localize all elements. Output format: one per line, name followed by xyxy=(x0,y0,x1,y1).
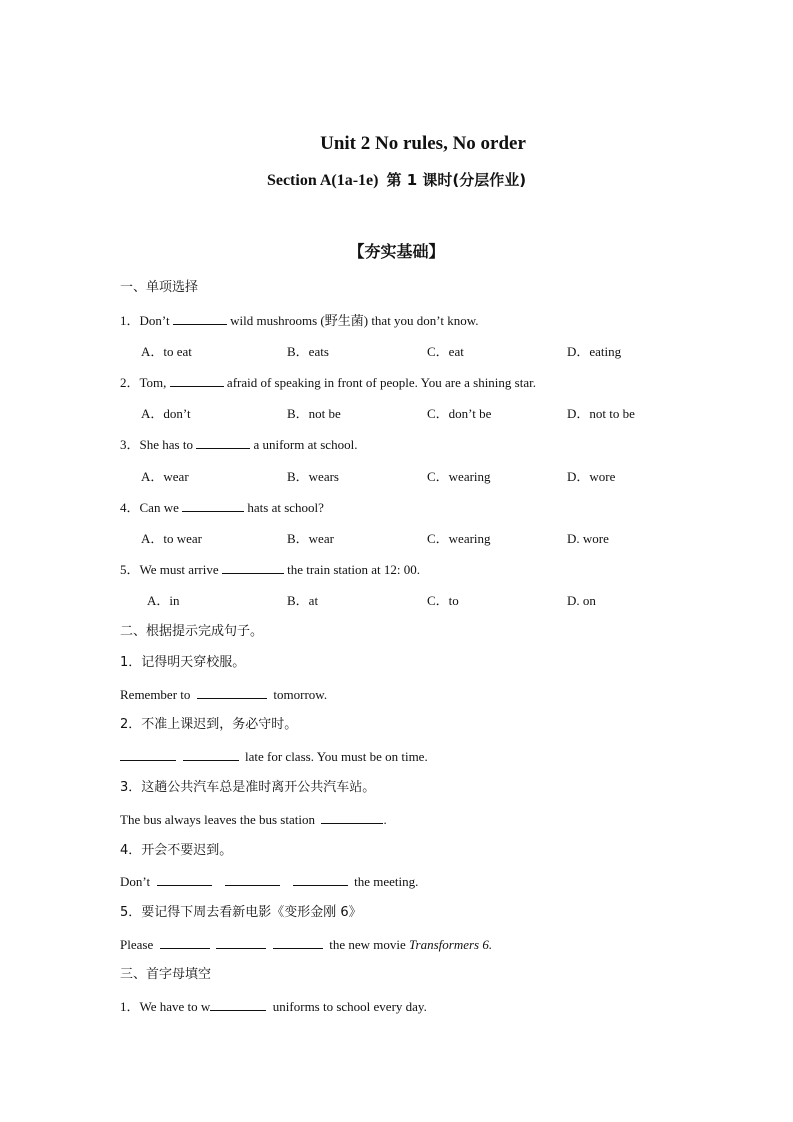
question-2: 2．Tom, afraid of speaking in front of people. You are a shining star. xyxy=(120,375,536,390)
prompt-4: 4．开会不要迟到。 xyxy=(120,843,233,858)
answer-blank[interactable] xyxy=(170,375,224,387)
answer-blank[interactable] xyxy=(225,874,280,886)
answer-blank[interactable] xyxy=(293,874,348,886)
prompt-2: 2．不准上课迟到，务必守时。 xyxy=(120,717,298,732)
sentence-4: Don’t the meeting. xyxy=(120,874,419,889)
part3-heading: 三、首字母填空 xyxy=(120,967,212,982)
option-b[interactable]: B．eats xyxy=(287,344,329,359)
question-1: 1．Don’t wild mushrooms (野生菌) that you don’t know. xyxy=(120,313,479,328)
answer-blank[interactable] xyxy=(183,749,239,761)
answer-blank[interactable] xyxy=(222,562,284,574)
section-heading: 【夯实基础】 xyxy=(348,242,445,261)
option-d[interactable]: D. wore xyxy=(567,531,609,546)
option-a[interactable]: A．wear xyxy=(141,469,189,484)
fill-item-1: 1．We have to w uniforms to school every day. xyxy=(120,999,427,1014)
answer-blank[interactable] xyxy=(120,749,176,761)
answer-blank[interactable] xyxy=(197,687,267,699)
answer-blank[interactable] xyxy=(210,999,266,1011)
option-c[interactable]: C．wearing xyxy=(427,469,491,484)
option-d[interactable]: D．not to be xyxy=(567,406,635,421)
sentence-5: Please the new movie Transformers 6. xyxy=(120,937,493,952)
subtitle-section: Section A(1a-1e) xyxy=(266,172,379,189)
subtitle-lesson: 第 1 课时(分层作业) xyxy=(386,171,527,189)
option-a[interactable]: A．in xyxy=(147,593,180,608)
option-c[interactable]: C．don’t be xyxy=(427,406,492,421)
prompt-3: 3．这趟公共汽车总是准时离开公共汽车站。 xyxy=(120,780,376,795)
answer-blank[interactable] xyxy=(160,937,210,949)
question-4: 4．Can we hats at school? xyxy=(120,500,324,515)
answer-blank[interactable] xyxy=(273,937,323,949)
page-subtitle xyxy=(0,170,793,191)
option-d[interactable]: D. on xyxy=(567,593,596,608)
prompt-1: 1．记得明天穿校服。 xyxy=(120,655,246,670)
movie-title: Transformers 6. xyxy=(409,937,493,952)
option-a[interactable]: A．don’t xyxy=(141,406,191,421)
sentence-2: late for class. You must be on time. xyxy=(120,749,428,765)
option-d[interactable]: D．eating xyxy=(567,344,622,359)
option-b[interactable]: B．wears xyxy=(287,469,339,484)
answer-blank[interactable] xyxy=(216,937,266,949)
option-d[interactable]: D．wore xyxy=(567,469,616,484)
answer-blank[interactable] xyxy=(182,500,244,512)
option-c[interactable]: C．eat xyxy=(427,344,464,359)
answer-blank[interactable] xyxy=(196,437,250,449)
prompt-5: 5．要记得下周去看新电影《变形金刚 6》 xyxy=(120,905,362,920)
option-a[interactable]: A．to eat xyxy=(141,344,192,359)
question-5: 5．We must arrive the train station at 12: 00. xyxy=(120,562,420,577)
answer-blank[interactable] xyxy=(157,874,212,886)
answer-blank[interactable] xyxy=(321,812,383,824)
question-3: 3．She has to a uniform at school. xyxy=(120,437,358,452)
option-c[interactable]: C．wearing xyxy=(427,531,491,546)
part2-heading: 二、根据提示完成句子。 xyxy=(120,624,264,639)
sentence-1: Remember to tomorrow. xyxy=(120,687,328,702)
answer-blank[interactable] xyxy=(173,313,227,325)
option-a[interactable]: A．to wear xyxy=(141,531,203,546)
sentence-3: The bus always leaves the bus station . xyxy=(120,812,387,827)
page-title: Unit 2 No rules, No order xyxy=(320,133,526,154)
option-b[interactable]: B．wear xyxy=(287,531,334,546)
part1-heading: 一、单项选择 xyxy=(120,280,199,295)
option-c[interactable]: C．to xyxy=(427,593,459,608)
option-b[interactable]: B．at xyxy=(287,593,319,608)
option-b[interactable]: B．not be xyxy=(287,406,341,421)
